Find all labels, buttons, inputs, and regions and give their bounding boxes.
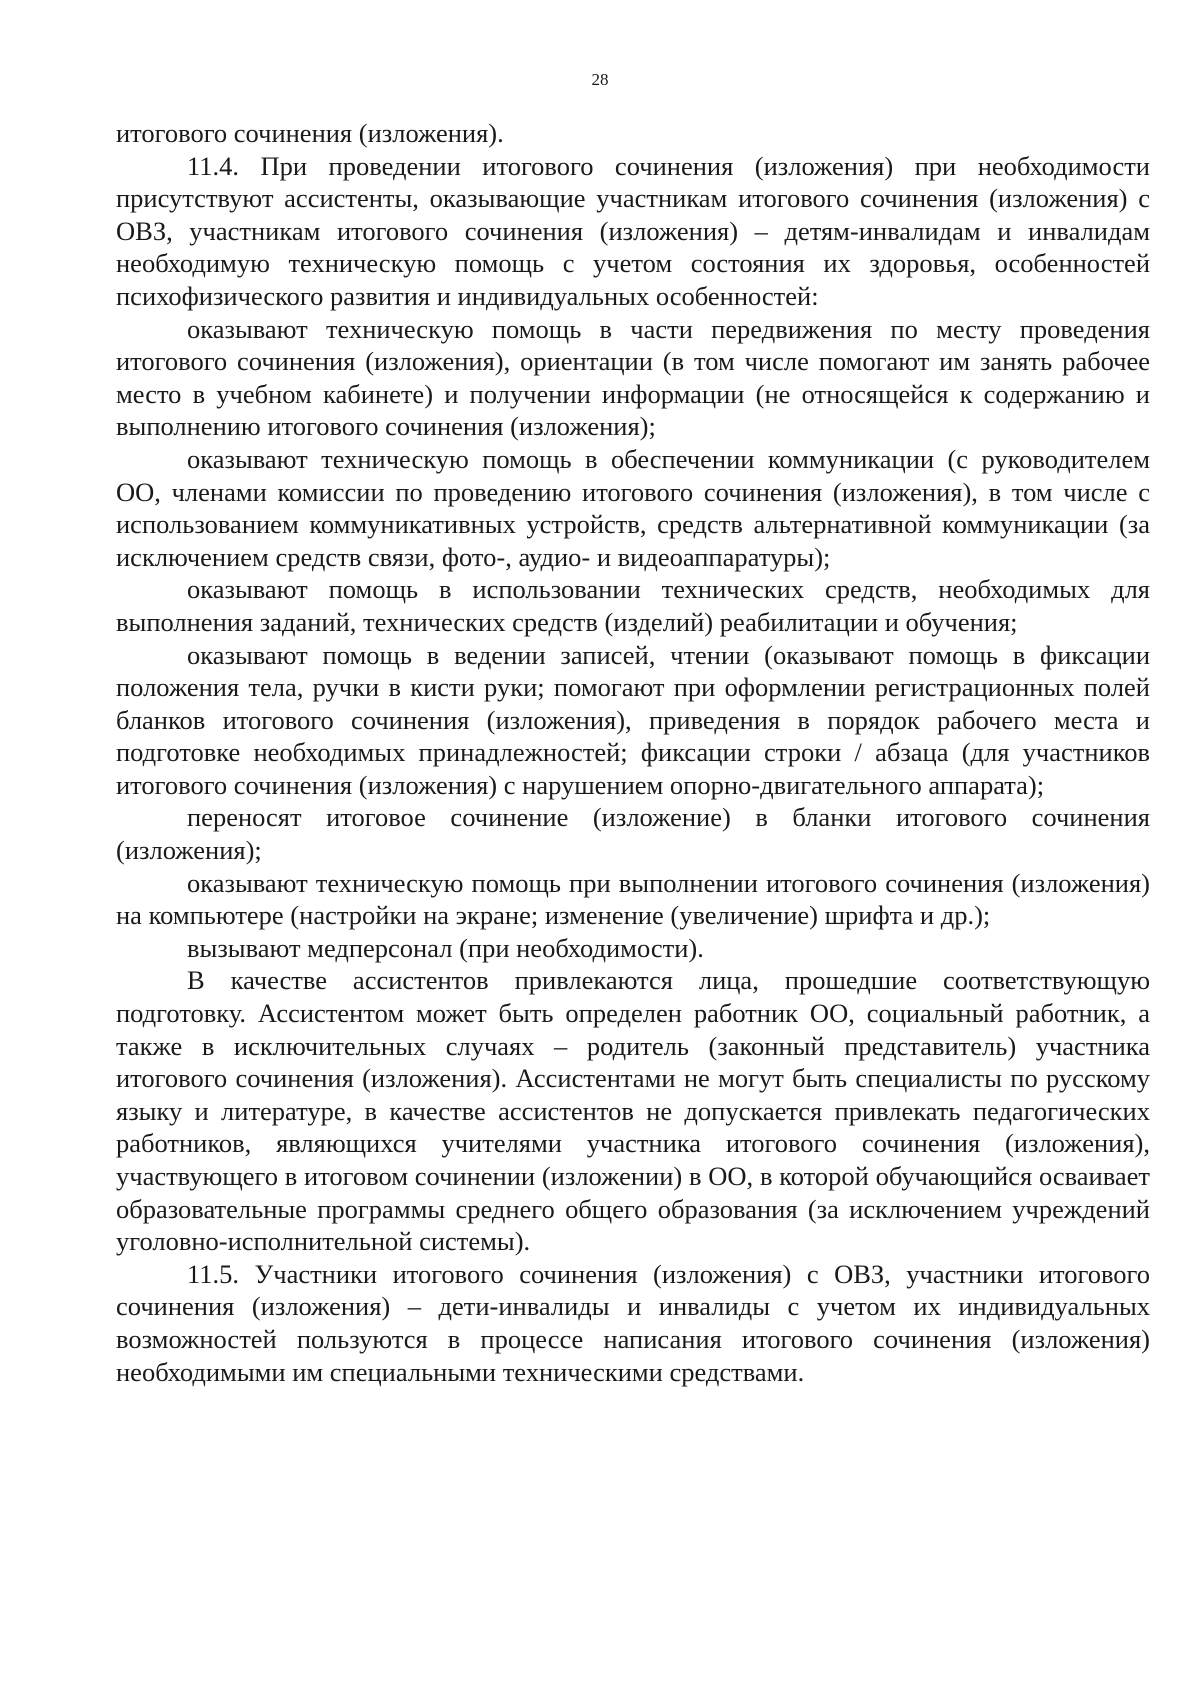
list-item-computer-help: оказывают техническую помощь при выполнении итогового сочинения (изложения) на компьютере (настройки на экране; изменение (увеличение) шрифта и др.); [116, 867, 1150, 931]
paragraph-11-5: 11.5. Участники итогового сочинения (изложения) с ОВЗ, участники итогового сочинения (изложения) – дети-инвалиды и инвалиды с учетом их индивидуальных возможностей пользуются в процессе написания итогового сочинения (изложения) необходимыми им специальными техническими средствами. [116, 1258, 1150, 1387]
list-item-communication-help: оказывают техническую помощь в обеспечении коммуникации (с руководителем ОО, членами комиссии по проведению итогового сочинения (изложения), в том числе с использованием коммуникативных устройств, средств альтернативной коммуникации (за исключением средств связи, фото-, аудио- и видеоаппаратуры); [116, 443, 1150, 572]
list-item-call-medical-staff: вызывают медперсонал (при необходимости). [187, 932, 704, 963]
paragraph-continuation: итогового сочинения (изложения). [116, 118, 504, 148]
list-item-technical-means-help: оказывают помощь в использовании технических средств, необходимых для выполнения заданий, технических средств (изделий) реабилитации и обучения; [116, 574, 1150, 637]
list-item-writing-reading-help: оказывают помощь в ведении записей, чтении (оказывают помощь в фиксации положения тела, ручки в кисти руки; помогают при оформлении регистрационных полей бланков итогового сочинения (изложения), приведения в порядок рабочего места и подготовке необходимых принадлежностей; фиксации строки / абзаца (для участников итогового сочинения (изложения) с нарушением опорно-двигательного аппарата); [116, 639, 1150, 800]
page-number: 28 [591, 70, 609, 89]
list-item-movement-help: оказывают техническую помощь в части передвижения по месту проведения итогового сочинения (изложения), ориентации (в том числе помогают им занять рабочее место в учебном кабинете) и получении информации (не относящейся к содержанию и выполнению итогового сочинения (изложения); [116, 313, 1150, 442]
document-body [116, 117, 1150, 1388]
paragraph-assistants: В качестве ассистентов привлекаются лица, прошедшие соответствующую подготовку. Ассистентом может быть определен работник ОО, социальный работник, а также в исключительных случаях – родитель (законный представитель) участника итогового сочинения (изложения). Ассистентами не могут быть специалисты по русскому языку и литературе, в качестве ассистентов не допускается привлекать педагогических работников, являющихся учителями участника итогового сочинения (изложения), участвующего в итоговом сочинении (изложении) в ОО, в которой обучающийся осваивает образовательные программы среднего общего образования (за исключением учреждений уголовно-исполнительной системы). [116, 965, 1150, 1257]
list-item-transfer-to-forms: переносят итоговое сочинение (изложение) в бланки итогового сочинения (изложения); [116, 802, 1150, 866]
paragraph-11-4: 11.4. При проведении итогового сочинения (изложения) при необходимости присутствуют ассистенты, оказывающие участникам итогового сочинения (изложения) с ОВЗ, участникам итогового сочинения (изложения) – детям-инвалидам и инвалидам необходимую техническую помощь с учетом состояния их здоровья, особенностей психофизического развития и индивидуальных особенностей: [116, 150, 1150, 311]
